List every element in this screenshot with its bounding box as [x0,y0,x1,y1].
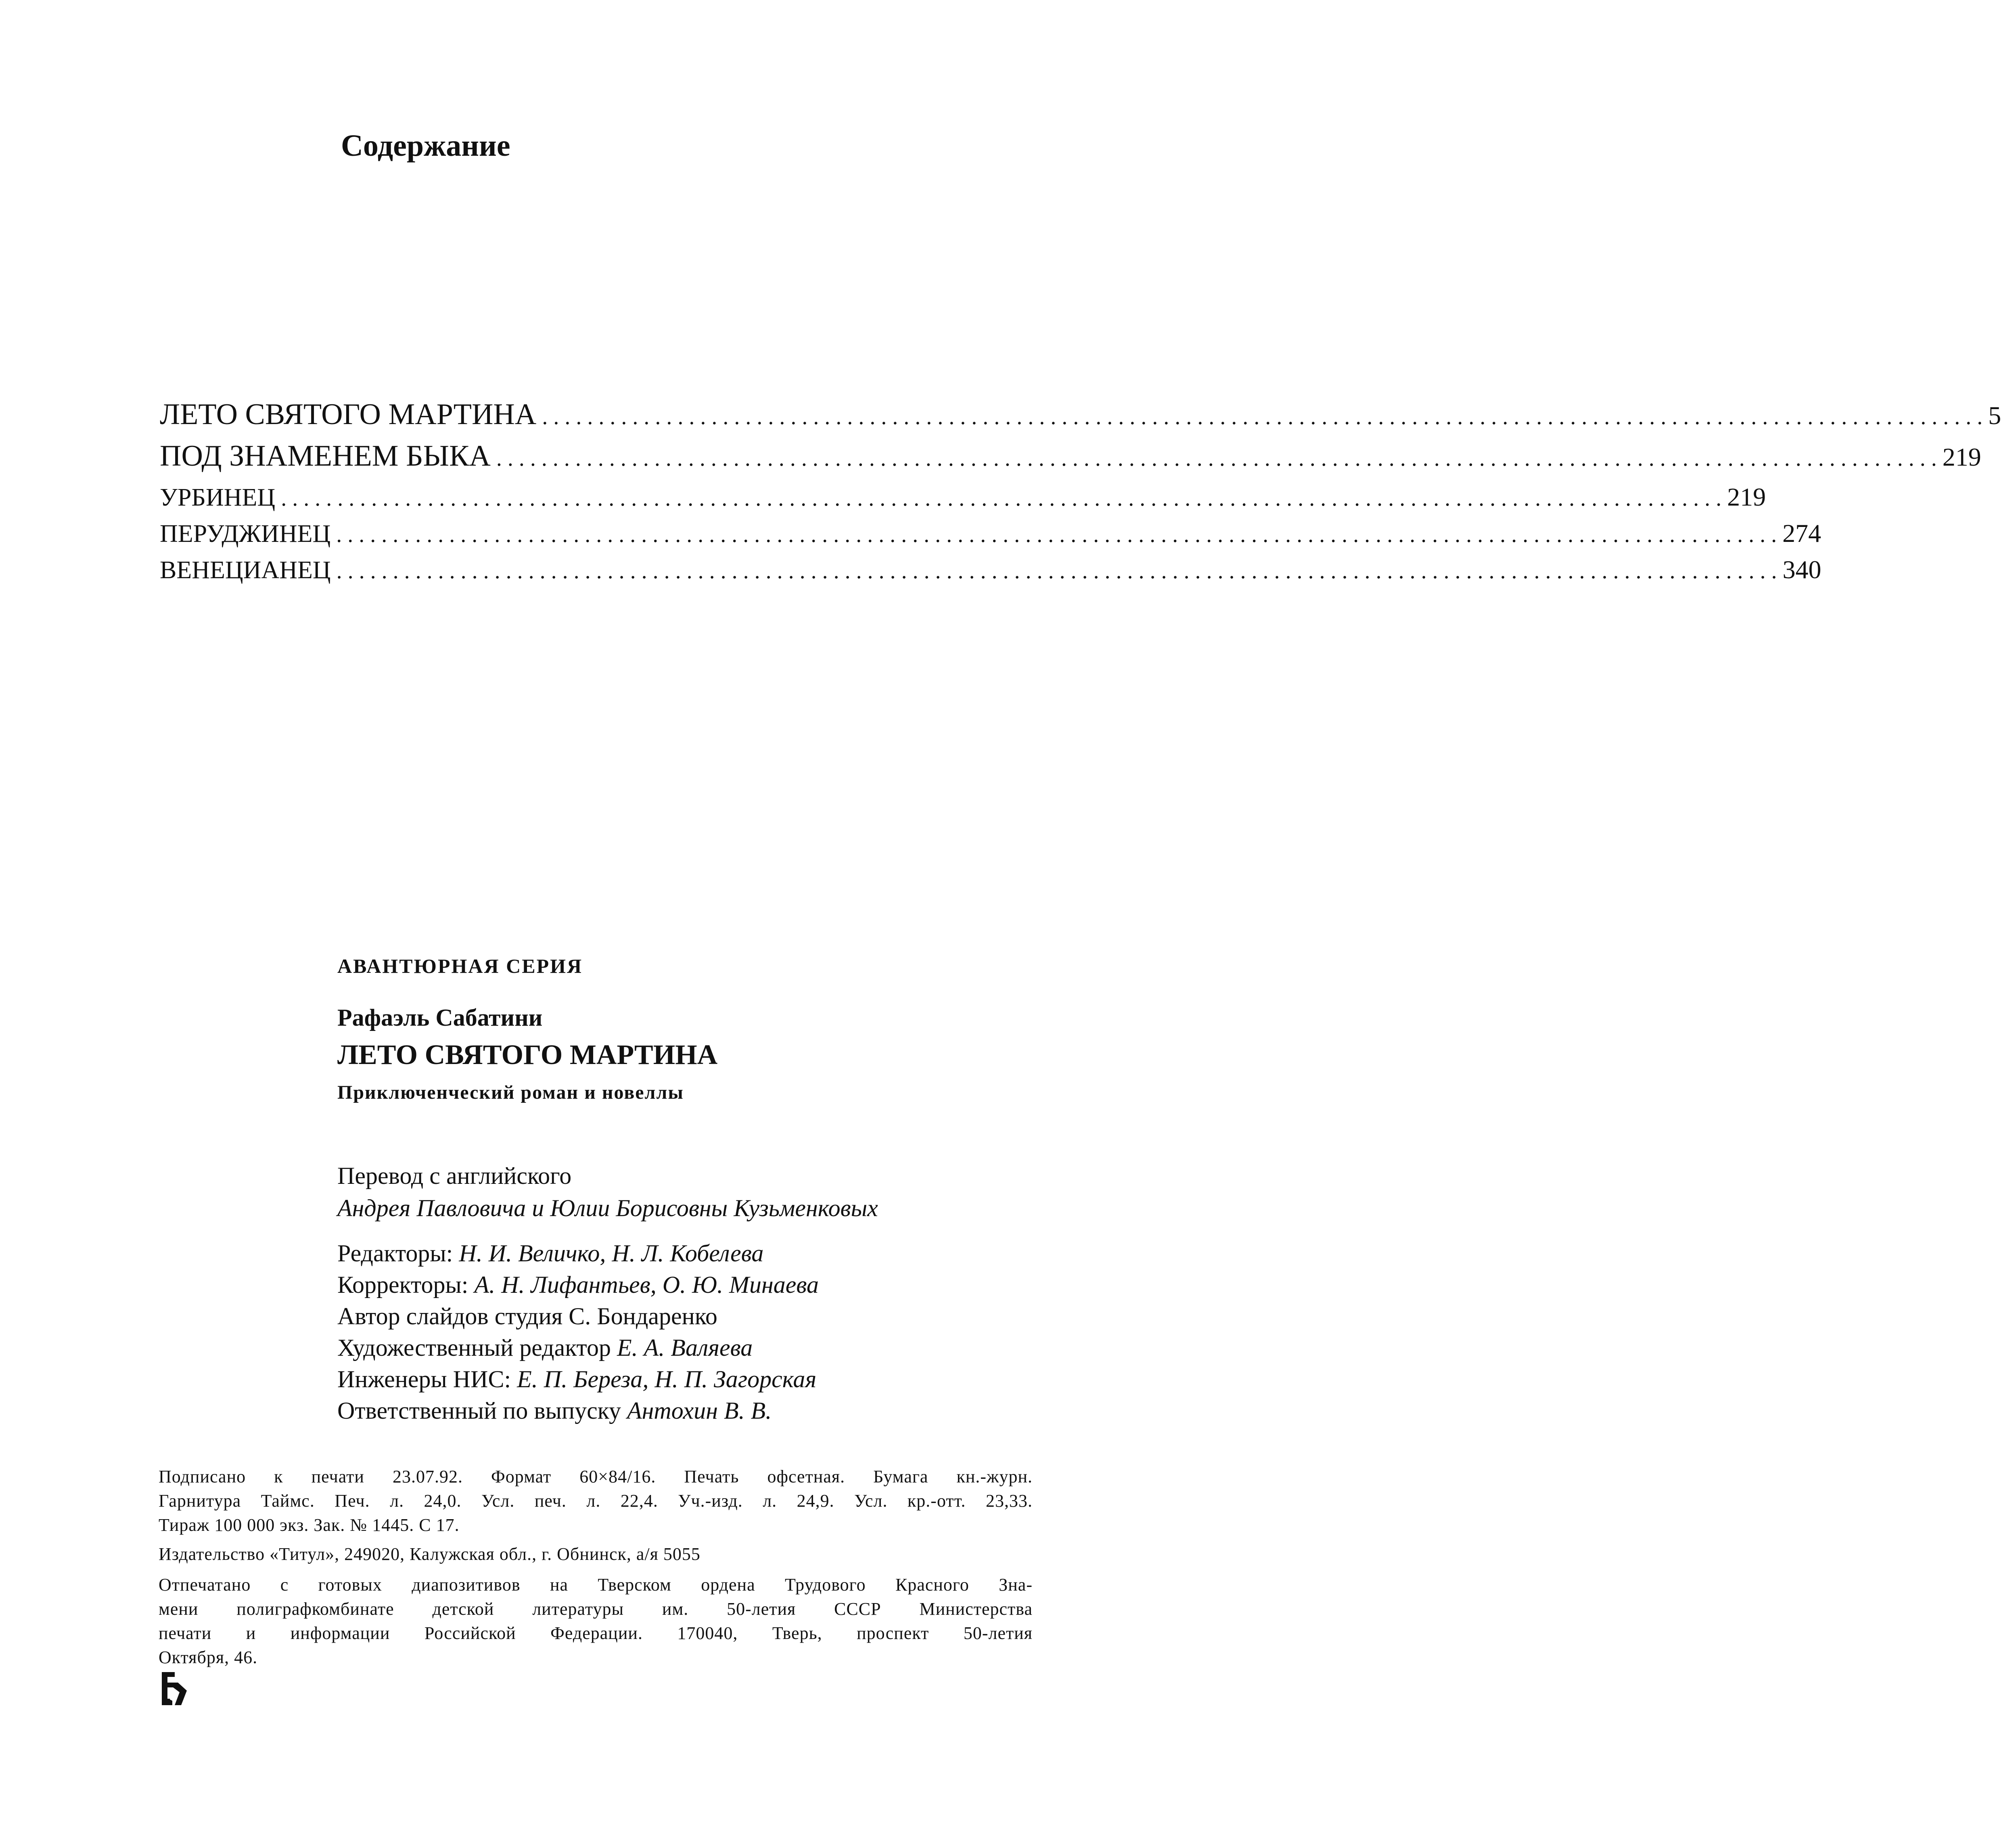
print-specs-line: Подписано к печати 23.07.92. Формат 60×84/16. Печать офсетная. Бумага кн.-журн. [159,1467,1033,1486]
credit-role: Редакторы: [337,1240,453,1267]
credit-names: Е. П. Береза, Н. П. Загорская [517,1366,817,1392]
printer-info [159,1573,1033,1670]
credit-line [337,1240,763,1267]
toc-entry-label: ПЕРУДЖИНЕЦ [160,520,331,548]
series-name: АВАНТЮРНАЯ СЕРИЯ [337,955,583,977]
credit-names: Антохин В. В. [627,1397,772,1424]
translator-names: Андрея Павловича и Юлии Борисовны Кузьменковых [337,1195,878,1221]
author-name: Рафаэль Сабатини [337,1004,543,1031]
toc-entry-page: 5 [1988,401,2001,430]
credit-role: Инженеры НИС: [337,1366,511,1392]
credit-line [337,1271,819,1299]
toc-entry[interactable] [160,439,1981,473]
credit-names: Н. И. Величко, Н. Л. Кобелева [459,1240,764,1267]
toc-entry[interactable] [160,482,1766,512]
credit-role: Автор слайдов студия С. Бондаренко [337,1303,717,1330]
credit-role: Корректоры: [337,1271,468,1298]
print-specs-line: Тираж 100 000 экз. Зак. № 1445. С 17. [159,1515,460,1535]
toc-leader-dots: ................................................................................................................................ [281,486,1727,511]
toc-entry-label: ВЕНЕЦИАНЕЦ [160,556,331,584]
book-title: ЛЕТО СВЯТОГО МАРТИНА [337,1039,718,1070]
publisher-logo-icon [159,1670,190,1707]
printer-info-line: печати и информации Российской Федерации. 170040, Тверь, проспект 50-летия [159,1623,1033,1643]
toc-entry-page: 219 [1727,483,1766,511]
toc-entry-label: ПОД ЗНАМЕНЕМ БЫКА [160,439,491,472]
toc-entry[interactable] [160,397,2001,432]
credit-role: Ответственный по выпуску [337,1397,621,1424]
printer-info-line: мени полиграфкомбинате детской литературы им. 50-летия СССР Министерства [159,1599,1033,1619]
toc-entry-page: 340 [1782,555,1821,584]
translation-note: Перевод с английского [337,1162,572,1189]
toc-entry-label: УРБИНЕЦ [160,484,276,511]
credit-line [337,1365,816,1393]
credit-names: А. Н. Лифантьев, О. Ю. Минаева [474,1271,819,1298]
toc-entry-label: ЛЕТО СВЯТОГО МАРТИНА [160,398,537,431]
toc-leader-dots: ................................................................................................................................ [336,558,1783,583]
print-specs [159,1465,1033,1537]
toc-entry[interactable] [160,555,1821,585]
contents-title: Содержание [341,129,510,163]
toc-entry-page: 219 [1942,443,1981,471]
credit-line [337,1397,772,1425]
publisher-info: Издательство «Титул», 249020, Калужская обл., г. Обнинск, а/я 5055 [159,1544,700,1564]
credit-role: Художественный редактор [337,1334,611,1361]
printer-info-line: Октября, 46. [159,1647,258,1667]
credit-line [337,1302,717,1330]
credit-names: Е. А. Валяева [617,1334,753,1361]
toc-leader-dots: ................................................................................................................................ [542,404,1988,429]
print-specs-line: Гарнитура Таймс. Печ. л. 24,0. Усл. печ. л. 22,4. Уч.-изд. л. 24,9. Усл. кр.-отт. 23,33. [159,1491,1033,1511]
toc-entry-page: 274 [1782,519,1821,548]
book-genre: Приключенческий роман и новеллы [337,1082,684,1103]
credit-line [337,1334,753,1362]
printer-info-line: Отпечатано с готовых диапозитивов на Тверском ордена Трудового Красного Зна- [159,1575,1033,1595]
toc-leader-dots: ................................................................................................................................ [496,446,1942,471]
toc-leader-dots: ................................................................................................................................ [336,522,1783,547]
toc-entry[interactable] [160,518,1821,548]
